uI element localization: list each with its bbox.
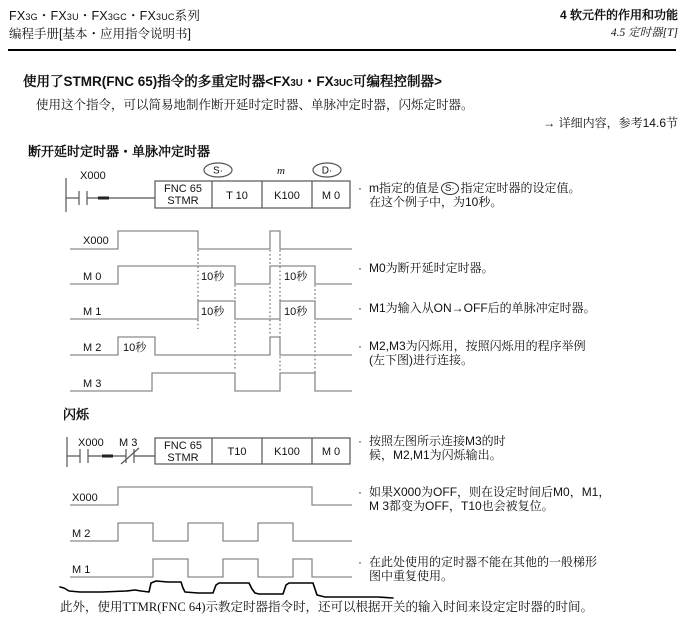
operand-d-value: M 0	[321, 190, 341, 202]
duration-label: 10秒	[201, 306, 225, 318]
signal-label: M 1	[72, 564, 91, 576]
brand-text: FX	[9, 9, 26, 23]
chapter-ref: 4 软元件的作用和功能	[559, 8, 678, 22]
bullet-line: 在这个例子中，为10秒。	[369, 195, 503, 209]
signal-label: M 2	[72, 528, 91, 540]
bullet-item	[358, 261, 684, 275]
bullet-marker: ·	[358, 301, 362, 315]
bullet-line: 按照左图所示连接M3的时	[369, 434, 506, 448]
bullet-marker: ·	[358, 339, 362, 353]
m2-waveform	[70, 523, 352, 541]
bullet-marker: ·	[358, 181, 362, 195]
footer-note: 此外，使用TTMR(FNC 64)示教定时器指令时，还可以根据开关的输入时间来设定定时器的时间。	[60, 600, 593, 614]
x000-waveform	[70, 487, 352, 505]
bullet-line: 在此处使用的定时器不能在其他的一般梯形	[369, 555, 598, 569]
bullet-line: 图中重复使用。	[369, 569, 454, 583]
operand-m-value: K100	[274, 190, 300, 202]
d-operand-label: D·	[321, 165, 333, 177]
hand-drawn-trace	[60, 581, 393, 598]
header-rule	[8, 49, 676, 51]
duration-label: 10秒	[284, 271, 308, 283]
fnc-number: FNC 65	[164, 440, 202, 452]
section-ref: 4.5 定时器[T]	[610, 27, 678, 39]
bullet-item	[358, 555, 684, 583]
bullet-line: 如果X000为OFF，则在设定时间后M0，M1，	[369, 485, 611, 499]
s-operand-label: S·	[213, 165, 223, 177]
bullet-line: (左下图)进行连接。	[369, 353, 473, 367]
fnc-mnemonic: STMR	[167, 195, 199, 207]
doc-subtitle: 编程手册[基本・应用指令说明书]	[9, 27, 191, 41]
page-title: 使用了STMR(FNC 65)指令的多重定时器<FX3U・FX3UC可编程控制器>	[23, 74, 442, 89]
signal-label: M 1	[83, 306, 102, 318]
contact-m3-label: M 3	[119, 437, 138, 449]
duration-label: 10秒	[284, 306, 308, 318]
signal-label: X000	[72, 492, 98, 504]
bullet-marker: ·	[358, 485, 362, 499]
duration-label: 10秒	[201, 271, 225, 283]
bullet-line: M 3都变为OFF，T10也会被复位。	[369, 499, 554, 513]
bullet-line: M2,M3为闪烁用，按照闪烁用的程序举例	[369, 339, 586, 353]
section1-heading: 断开延时定时器・单脉冲定时器	[28, 144, 211, 159]
instruction-box	[155, 181, 350, 208]
bullet-item	[358, 339, 684, 367]
bullet-line: m指定的值是 S· 指定定时器的设定值。	[369, 181, 581, 195]
section2-heading: 闪烁	[63, 407, 90, 422]
bullet-item	[358, 485, 684, 513]
instruction-box	[155, 438, 350, 464]
timing-diagram-1	[60, 224, 380, 398]
bullet-item	[358, 301, 684, 315]
ladder1-wires	[66, 178, 155, 212]
bullet-line: M1为输入从ON→OFF后的单脉冲定时器。	[369, 301, 596, 315]
duration-label: 10秒	[123, 342, 147, 354]
bullet-item	[358, 434, 684, 462]
brand-subscript: 3G	[25, 12, 38, 22]
m3-waveform	[70, 373, 352, 391]
s-operand-badge: S·	[441, 182, 459, 195]
m2-waveform	[70, 337, 352, 355]
bullet-line: 候，M2,M1为闪烁输出。	[369, 448, 502, 462]
operand-d-value: M 0	[321, 446, 341, 458]
x000-waveform	[70, 231, 352, 249]
ladder2-diagram	[60, 428, 360, 468]
contact-x000-label: X000	[78, 437, 104, 449]
operand-m-value: K100	[274, 446, 300, 458]
m-operand-label: m	[277, 165, 285, 177]
contact-x000-label: X000	[80, 170, 106, 182]
bullet-marker: ·	[358, 261, 362, 275]
m1-waveform	[70, 559, 352, 577]
operand-s-value: T10	[227, 446, 247, 458]
signal-label: M 0	[83, 271, 102, 283]
bullet-marker: ·	[358, 434, 362, 448]
fnc-number: FNC 65	[164, 183, 202, 195]
ladder1-diagram	[60, 158, 360, 214]
detail-reference: → 详细内容，参考14.6节	[543, 116, 678, 130]
intro-text: 使用这个指令，可以简易地制作断开延时定时器、单脉冲定时器，闪烁定时器。	[36, 98, 474, 112]
signal-label: X000	[83, 235, 109, 247]
operand-s-value: T 10	[226, 190, 248, 202]
signal-label: M 3	[83, 378, 102, 390]
bullet-line: M0为断开延时定时器。	[369, 261, 494, 275]
doc-brand-line: FX3G・FX3U・FX3GC・FX3UC系列	[9, 9, 201, 23]
timing-diagram-2	[60, 480, 400, 602]
signal-label: M 2	[83, 342, 102, 354]
bullet-item	[358, 181, 684, 209]
operand-markers	[204, 163, 341, 177]
fnc-mnemonic: STMR	[167, 452, 199, 464]
bullet-marker: ·	[358, 555, 362, 569]
